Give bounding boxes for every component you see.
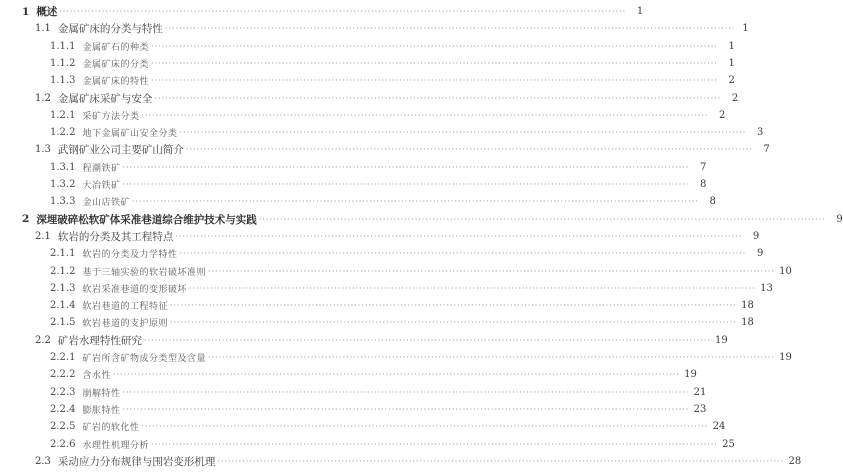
dot-leader: ································································································································································ (150, 58, 718, 68)
toc-entry-page: 19 (779, 352, 792, 363)
toc-entry[interactable] (0, 89, 739, 108)
toc-entry-page: 25 (722, 438, 735, 450)
toc-entry[interactable] (0, 123, 764, 142)
dot-leader: ································································································································································ (141, 422, 709, 432)
dot-leader: ································································································································································ (169, 301, 737, 311)
toc-entry-number: 1.1.2 (50, 57, 76, 69)
toc-entry[interactable] (0, 296, 754, 315)
toc-entry-number: 1.2 (35, 92, 51, 104)
toc-entry-number: 2 (22, 213, 30, 226)
toc-entry-title: 金属矿石的种类 (82, 42, 149, 53)
toc-entry[interactable] (0, 279, 773, 298)
toc-entry[interactable] (0, 383, 707, 402)
toc-entry-page: 7 (699, 161, 707, 173)
toc-entry-title: 含水性 (82, 371, 111, 382)
toc-entry-page: 8 (699, 179, 707, 190)
toc-entry-page: 9 (756, 248, 764, 260)
toc-entry-page: 24 (712, 421, 726, 433)
toc-entry-page: 21 (693, 386, 707, 398)
toc-entry-title: 矿岩水理特性研究 (57, 334, 142, 347)
toc-entry-page: 9 (836, 213, 843, 225)
dot-leader: ································································································································································ (207, 353, 775, 362)
toc-entry[interactable] (0, 227, 760, 246)
toc-entry[interactable] (0, 348, 792, 367)
toc-entry-title: 基于三轴实验的软岩破坏准则 (82, 267, 206, 278)
dot-leader: ································································································································································ (122, 162, 690, 172)
toc-entry[interactable] (0, 313, 754, 332)
toc-entry-page: 9 (752, 230, 760, 242)
toc-entry-title: 膨胀特性 (82, 405, 121, 416)
toc-entry-number: 1.1.1 (50, 40, 76, 52)
toc-entry-title: 软岩巷道的工程特征 (82, 302, 168, 313)
toc-entry-number: 2.3 (35, 455, 51, 467)
toc-entry-number: 1 (22, 5, 30, 18)
toc-entry[interactable] (0, 417, 726, 436)
toc-entry-title: 金属矿床的特性 (82, 77, 149, 88)
dot-leader: ································································································································································ (258, 214, 826, 224)
toc-entry-number: 2.1.1 (50, 248, 76, 260)
toc-entry-title: 软岩巷道的支护原则 (82, 319, 168, 330)
dot-leader: ································································································································································ (150, 76, 718, 86)
toc-entry[interactable] (0, 140, 770, 159)
toc-entry-page: 1 (742, 23, 749, 35)
toc-entry[interactable] (0, 19, 749, 38)
toc-entry-number: 2.1.2 (50, 265, 76, 277)
toc-entry-page: 19 (684, 369, 697, 381)
toc-entry-number: 2.1.5 (50, 317, 76, 329)
toc-entry-number: 2.2.6 (50, 438, 76, 450)
toc-entry[interactable] (0, 210, 843, 229)
toc-entry-title: 崩解特性 (82, 388, 121, 399)
toc-entry-page: 2 (731, 92, 739, 104)
toc-entry-number: 1.3 (35, 144, 51, 156)
toc-entry-title: 金属矿床的分类 (82, 59, 149, 70)
toc-entry-title: 地下金属矿山安全分类 (82, 129, 178, 140)
toc-entry-page: 3 (756, 127, 764, 139)
toc-entry-number: 1.1 (35, 23, 51, 35)
toc-entry-number: 1.2.1 (50, 109, 76, 121)
toc-entry-title: 矿岩所含矿物成分类型及含量 (82, 354, 206, 364)
toc-entry-title: 概述 (36, 6, 58, 18)
dot-leader: ································································································································································ (179, 249, 747, 259)
toc-entry[interactable] (0, 54, 735, 73)
toc-entry-title: 金属矿床采矿与安全 (57, 92, 153, 105)
toc-entry[interactable] (0, 435, 735, 454)
dot-leader: ································································································································································ (169, 318, 737, 328)
toc-entry-title: 金山店铁矿 (82, 198, 130, 209)
toc-entry[interactable] (0, 158, 707, 177)
dot-leader: ································································································································································ (188, 283, 756, 293)
toc-entry[interactable] (0, 331, 728, 350)
toc-entry[interactable] (0, 262, 792, 281)
toc-entry[interactable] (0, 71, 735, 90)
toc-entry-page: 8 (709, 196, 716, 208)
dot-leader: ································································································································································ (131, 197, 699, 207)
toc-entry-number: 1.2.2 (50, 127, 76, 139)
toc-entry-number: 2.1 (35, 230, 51, 242)
toc-entry-page: 28 (788, 455, 802, 467)
dot-leader: ································································································································································ (59, 7, 627, 16)
toc-entry-title: 程潮铁矿 (82, 163, 121, 174)
toc-entry-title: 大冶铁矿 (82, 181, 121, 191)
dot-leader: ································································································································································ (143, 335, 711, 345)
toc-entry[interactable] (0, 400, 707, 419)
toc-entry-number: 1.1.3 (50, 75, 76, 87)
dot-leader: ································································································································································ (122, 180, 690, 189)
toc-entry[interactable] (0, 106, 726, 125)
toc-entry-title: 采动应力分布规律与围岩变形机理 (57, 455, 216, 468)
toc-entry-title: 深埋破碎松软矿体采准巷道综合维护技术与实践 (36, 213, 257, 226)
toc-entry-title: 水理性机理分析 (82, 440, 149, 451)
toc-entry[interactable] (0, 192, 716, 211)
toc-entry-number: 2.2.3 (50, 386, 76, 398)
dot-leader: ································································································································································ (179, 128, 747, 138)
toc-entry-page: 19 (715, 334, 728, 346)
toc-entry-page: 23 (693, 403, 707, 415)
toc-entry-number: 1.3.3 (50, 196, 76, 208)
dot-leader: ································································································································································ (122, 404, 690, 414)
toc-entry[interactable] (0, 2, 644, 21)
dot-leader: ································································································································································ (217, 456, 785, 466)
toc-entry-title: 采矿方法分类 (82, 111, 140, 122)
dot-leader: ································································································································································ (185, 145, 753, 155)
toc-entry-title: 武钢矿业公司主要矿山简介 (57, 144, 184, 157)
dot-leader: ································································································································································ (207, 266, 775, 276)
toc-entry[interactable] (0, 452, 802, 471)
toc-entry-page: 1 (728, 57, 735, 69)
dot-leader: ································································································································································ (141, 110, 709, 120)
toc-entry-title: 软岩的分类及力学特性 (82, 250, 178, 261)
toc-entry-number: 2.2.5 (50, 421, 76, 433)
toc-entry[interactable] (0, 37, 735, 56)
toc-entry[interactable] (0, 365, 697, 384)
toc-entry-page: 1 (728, 40, 735, 52)
toc-entry-number: 2.1.3 (50, 282, 76, 294)
toc-entry-number: 1.3.1 (50, 161, 76, 173)
toc-entry-page: 18 (741, 317, 754, 329)
toc-entry-title: 矿岩的软化性 (82, 423, 140, 434)
toc-entry-title: 金属矿床的分类与特性 (57, 23, 163, 36)
toc-entry-page: 10 (779, 265, 792, 277)
toc-entry[interactable] (0, 175, 707, 194)
toc-entry-number: 2.1.4 (50, 300, 76, 312)
toc-entry-page: 18 (741, 300, 754, 312)
toc-entry-number: 2.2.4 (50, 403, 76, 415)
dot-leader: ································································································································································ (112, 370, 680, 380)
toc-entry-number: 2.2.2 (50, 369, 76, 381)
toc-entry[interactable] (0, 244, 764, 263)
toc-entry-page: 2 (718, 109, 726, 121)
dot-leader: ································································································································································ (150, 41, 718, 51)
dot-leader: ································································································································································ (164, 24, 732, 34)
dot-leader: ································································································································································ (150, 439, 718, 449)
toc-entry-page: 13 (760, 282, 773, 294)
dot-leader: ································································································································································ (175, 231, 743, 241)
toc-entry-number: 1.3.2 (50, 179, 76, 190)
toc-entry-title: 软岩的分类及其工程特点 (57, 230, 174, 243)
toc-entry-page: 7 (763, 144, 770, 156)
dot-leader: ································································································································································ (122, 387, 690, 397)
dot-leader: ································································································································································ (154, 93, 722, 103)
toc-entry-number: 2.2 (35, 334, 51, 346)
toc-entry-number: 2.2.1 (50, 352, 76, 363)
toc-entry-title: 软岩采准巷道的变形破坏 (82, 284, 187, 295)
toc-entry-page: 1 (636, 6, 644, 17)
toc-entry-page: 2 (728, 75, 735, 87)
